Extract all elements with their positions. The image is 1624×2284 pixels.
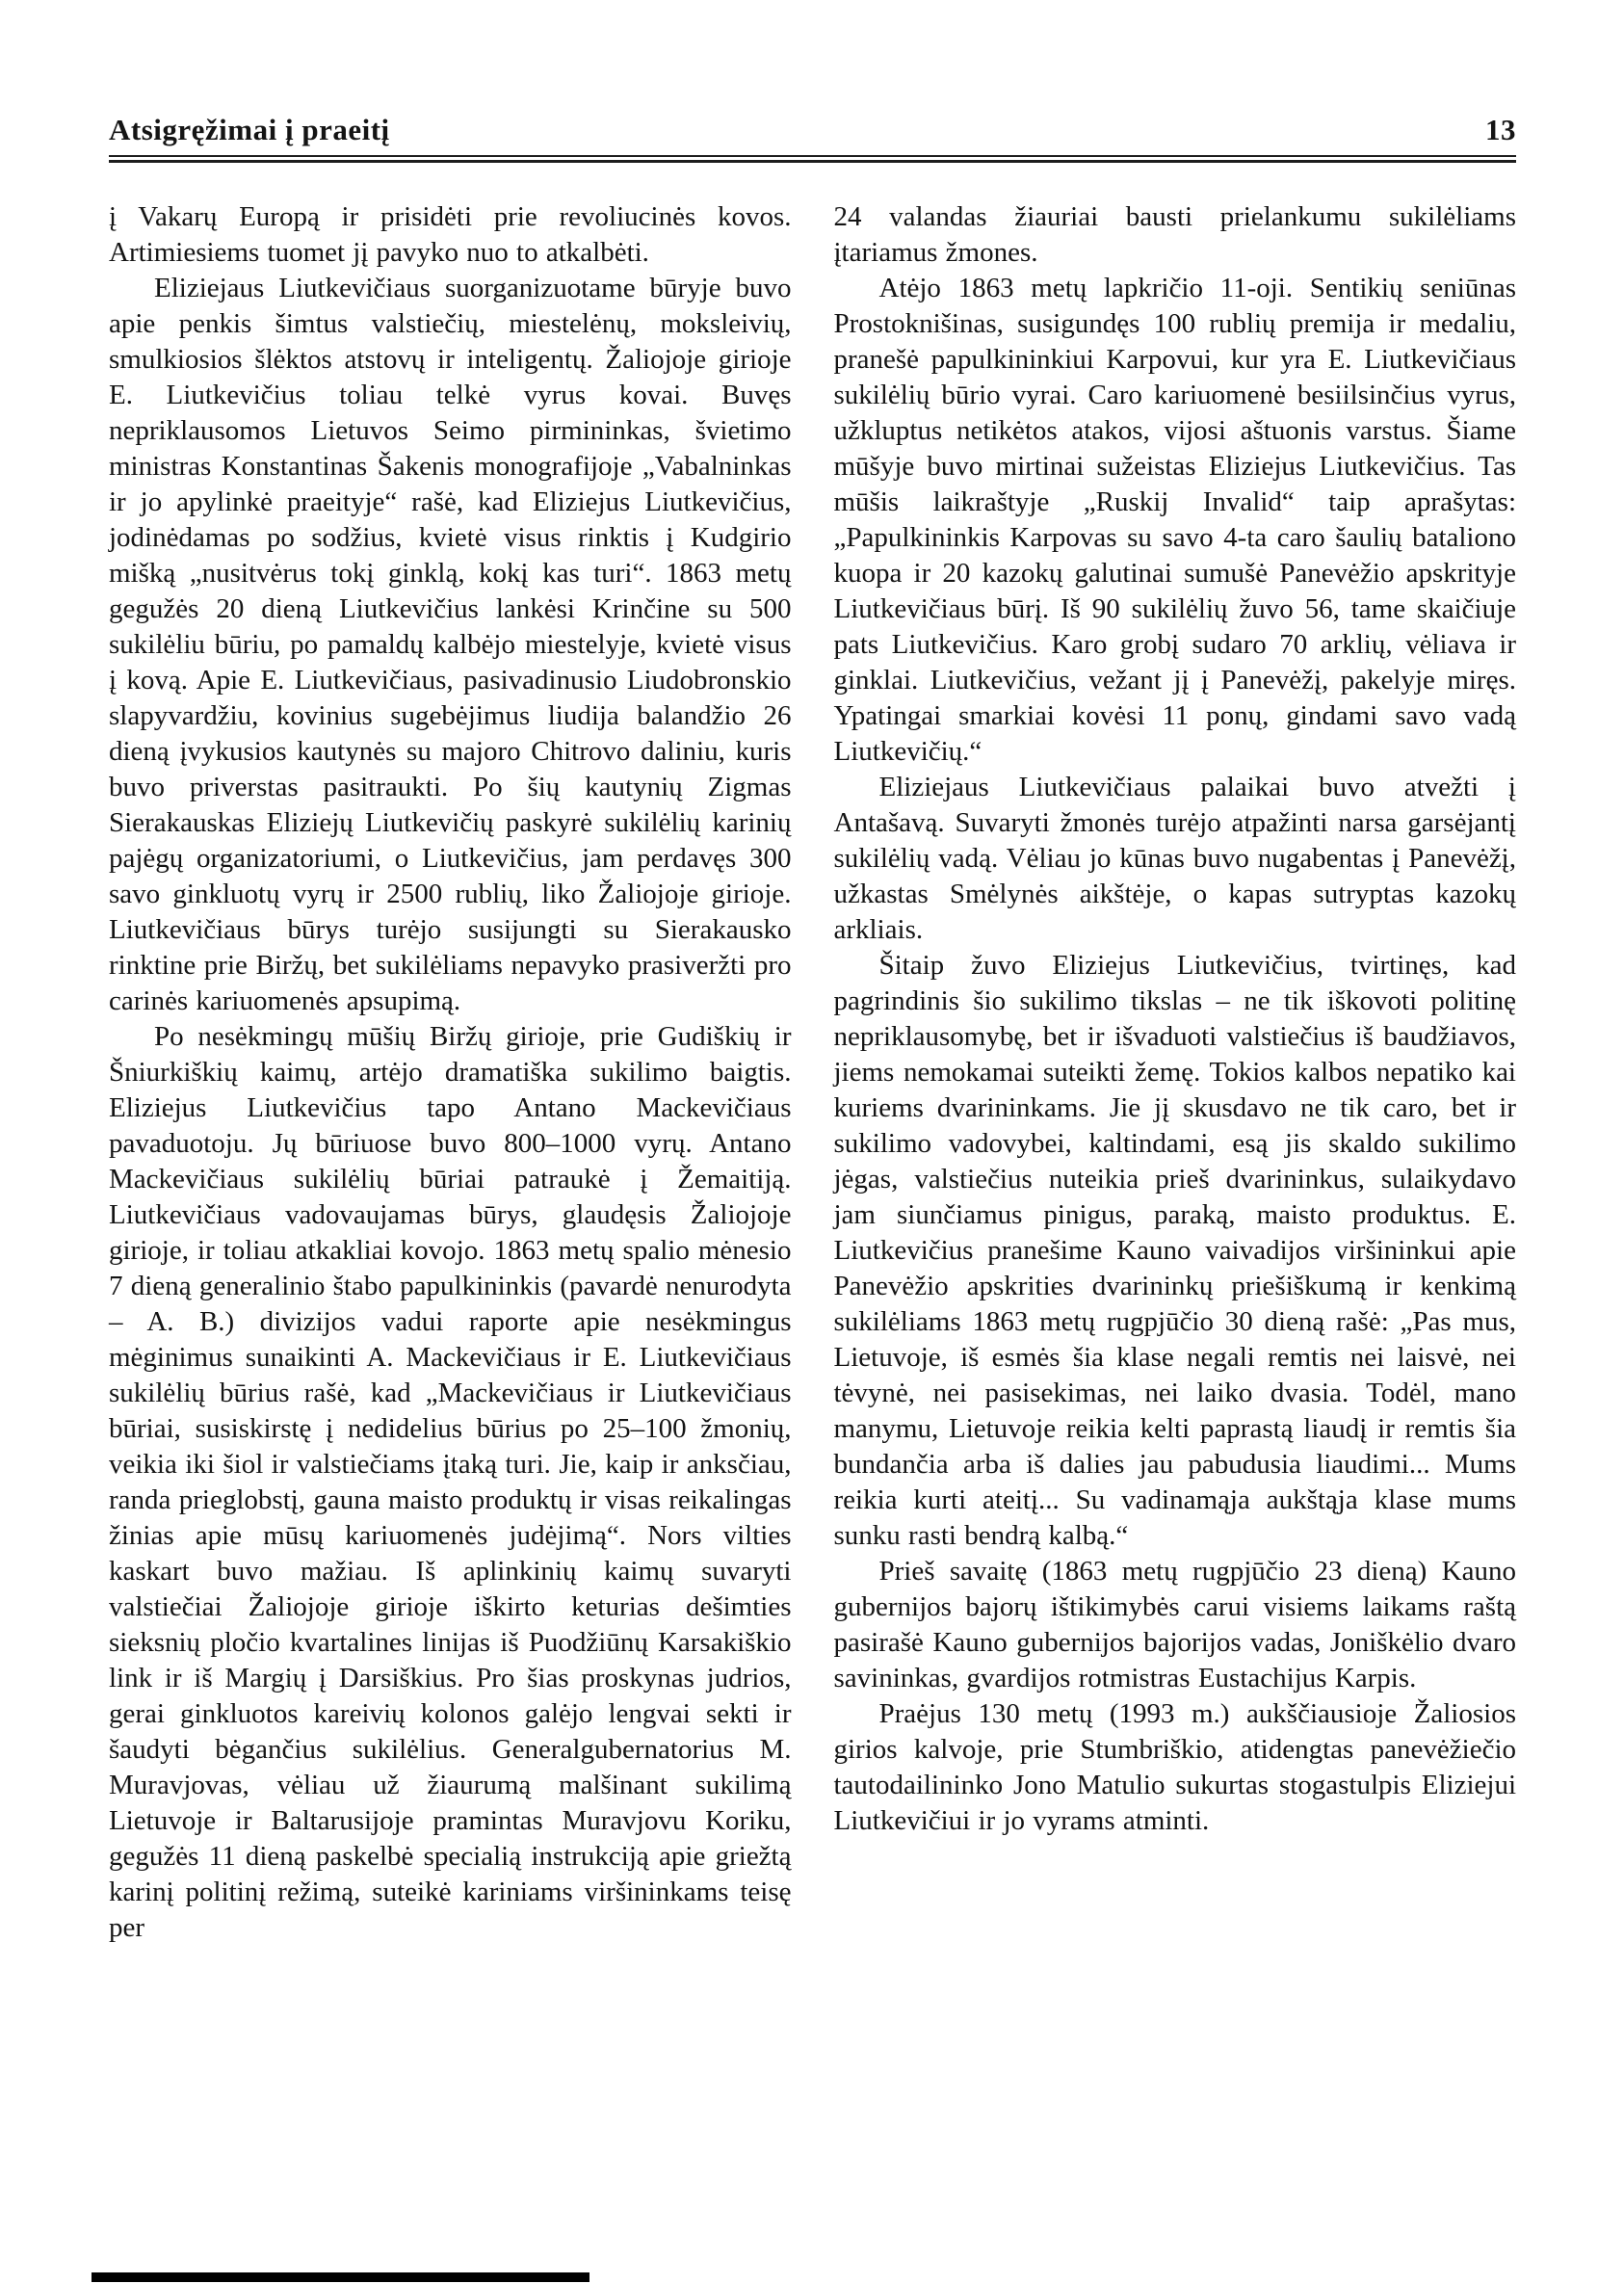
paragraph: Eliziejaus Liutkevičiaus palaikai buvo atvežti į Antašavą. Suvaryti žmonės turėjo atpažinti narsa garsėjantį sukilėlių vadą. Vėliau jo kūnas buvo nugabentas į Panevėžį, užkastas Smėlynės aikštėje, o kapas sutryptas kazokų arkliais.: [833, 772, 1516, 945]
right-column: [834, 199, 1517, 1946]
paragraph: Atėjo 1863 metų lapkričio 11-oji. Sentikių seniūnas Prostoknišinas, susigundęs 100 rublių premija ir medaliu, pranešė papulkininkiui Karpovui, kur yra E. Liutkevičiaus sukilėlių būrio vyrai. Caro kariuomenė besiilsinčius vyrus, užkluptus netikėtos atakos, vijosi aštuonis varstus. Šiame mūšyje buvo mirtinai sužeistas Eliziejus Liutkevičius. Tas mūšis laikraštyje „Ruskij Invalid“ taip aprašytas: „Papulkininkis Karpovas su savo 4-ta caro šaulių bataliono kuopa ir 20 kazokų galutinai sumušė Panevėžio apskrityje Liutkevičiaus būrį. Iš 90 sukilėlių žuvo 56, tame skaičiuje pats Liutkevičius. Karo grobį sudaro 70 arklių, vėliava ir ginklai. Liutkevičius, vežant jį į Panevėžį, pakelyje miręs. Ypatingai smarkiai kovėsi 11 ponų, gindami savo vadą Liutkevičių.“: [833, 273, 1516, 767]
scan-artifact-bar: [92, 2272, 589, 2282]
paragraph: į Vakarų Europą ir prisidėti prie revoliucinės kovos. Artimiesiems tuomet jį pavyko nuo to atkalbėti.: [109, 201, 792, 268]
section-title: Atsigręžimai į praeitį: [109, 113, 390, 146]
paragraph: Šitaip žuvo Eliziejus Liutkevičius, tvirtinęs, kad pagrindinis šio sukilimo tikslas – ne tik iškovoti politinę nepriklausomybę, bet ir išvaduoti valstiečius iš baudžiavos, jiems nemokamai suteikti žemę. Tokios kalbos nepatiko kai kuriems dvarininkams. Jie jį skusdavo ne tik caro, bet ir sukilimo vadovybei, kaltindami, esą jis skaldo sukilimo jėgas, valstiečius nuteikia prieš dvarininkus, sulaikydavo jam siunčiamus pinigus, paraką, maisto produktus. E. Liutkevičius pranešime Kauno vaivadijos viršininkui apie Panevėžio apskrities dvarininkų priešiškumą ir kenkimą sukilėliams 1863 metų rugpjūčio 30 dieną rašė: „Pas mus, Lietuvoje, iš esmės šia klase negali remtis nei laisvė, nei tėvynė, nei pasisekimas, nei laiko dvasia. Todėl, mano manymu, Lietuvoje reikia kelti paprastą liaudį ir remtis šia bundančia arba iš dalies jau pabudusia liaudimi... Mums reikia kurti ateitį... Su vadinamąja aukštąja klase mums sunku rasti bendrą kalbą.“: [833, 950, 1516, 1551]
paragraph: 24 valandas žiauriai bausti prielankumu sukilėliams įtariamus žmones.: [833, 201, 1516, 268]
paragraph: Eliziejaus Liutkevičiaus suorganizuotame būryje buvo apie penkis šimtus valstiečių, miestelėnų, moksleivių, smulkiosios šlėktos atstovų ir inteligentų. Žaliojoje girioje E. Liutkevičius toliau telkė vyrus kovai. Buvęs nepriklausomos Lietuvos Seimo pirmininkas, švietimo ministras Konstantinas Šakenis monografijoje „Vabalninkas ir jo apylinkė praeityje“ rašė, kad Eliziejus Liutkevičius, jodinėdamas po sodžius, kvietė visus rinktis į Kudgirio mišką „nusitvėrus tokį ginklą, kokį kas turi“. 1863 metų gegužės 20 dieną Liutkevičius lankėsi Krinčine su 500 sukilėliu būriu, po pamaldų kalbėjo miestelyje, kvietė visus į kovą. Apie E. Liutkevičiaus, pasivadinusio Liudobronskio slapyvardžiu, kovinius sugebėjimus liudija balandžio 26 dieną įvykusios kautynės su majoro Chitrovo daliniu, kuris buvo priverstas pasitraukti. Po šių kautynių Zigmas Sierakauskas Eliziejų Liutkevičių paskyrė sukilėlių karinių pajėgų organizatoriumi, o Liutkevičius, jam perdavęs 300 savo ginkluotų vyrų ir 2500 rublių, liko Žaliojoje girioje. Liutkevičiaus būrys turėjo susijungti su Sierakausko rinktine prie Biržų, bet sukilėliams nepavyko prasiveržti pro carinės kariuomenės apsupimą.: [109, 273, 792, 1016]
paragraph: Po nesėkmingų mūšių Biržų girioje, prie Gudiškių ir Šniurkiškių kaimų, artėjo dramatiška sukilimo baigtis. Eliziejus Liutkevičius tapo Antano Mackevičiaus pavaduotoju. Jų būriuose buvo 800–1000 vyrų. Antano Mackevičiaus sukilėlių būriai patraukė į Žemaitiją. Liutkevičiaus vadovaujamas būrys, glaudęsis Žaliojoje girioje, ir toliau atkakliai kovojo. 1863 metų spalio mėnesio 7 dieną generalinio štabo papulkininkis (pavardė nenurodyta – A. B.) divizijos vadui raporte apie nesėkmingus mėginimus sunaikinti A. Mackevičiaus ir E. Liutkevičiaus sukilėlių būrius rašė, kad „Mackevičiaus ir Liutkevičiaus būriai, susiskirstę į nedidelius būrius po 25–100 žmonių, veikia iki šiol ir valstiečiams įtaką turi. Jie, kaip ir anksčiau, randa prieglobstį, gauna maisto produktų ir visas reikalingas žinias apie mūsų kariuomenės judėjimą“. Nors vilties kaskart buvo mažiau. Iš aplinkinių kaimų suvaryti valstiečiai Žaliojoje girioje iškirto keturias dešimties sieksnių pločio kvartalines linijas iš Puodžiūnų Karsakiškio link ir iš Margių į Darsiškius. Pro šias proskynas judrios, gerai ginkluotos kareivių kolonos galėjo lengvai sekti ir šaudyti bėgančius sukilėlius. Generalgubernatorius M. Muravjovas, vėliau už žiaurumą malšinant sukilimą Lietuvoje ir Baltarusijoje pramintas Muravjovu Koriku, gegužės 11 dieną paskelbė specialią instrukciją apie griežtą karinį politinį režimą, suteikė kariniams viršininkams teisę per: [109, 1021, 792, 1943]
text-columns: [109, 199, 1516, 1946]
header-rule: [109, 155, 1516, 163]
paragraph: Praėjus 130 metų (1993 m.) aukščiausioje Žaliosios girios kalvoje, prie Stumbriškio, atidengtas panevėžiečio tautodailininko Jono Matulio sukurtas stogastulpis Eliziejui Liutkevičiui ir jo vyrams atminti.: [833, 1698, 1516, 1836]
page-header: [109, 112, 1516, 163]
paragraph: Prieš savaitę (1863 metų rugpjūčio 23 dieną) Kauno gubernijos bajorų ištikimybės carui visiems laikams raštą pasirašė Kauno gubernijos bajorijos vadas, Joniškėlio dvaro savininkas, gvardijos rotmistras Eustachijus Karpis.: [833, 1556, 1516, 1693]
left-column: [109, 199, 792, 1946]
page-number: 13: [1485, 113, 1516, 146]
